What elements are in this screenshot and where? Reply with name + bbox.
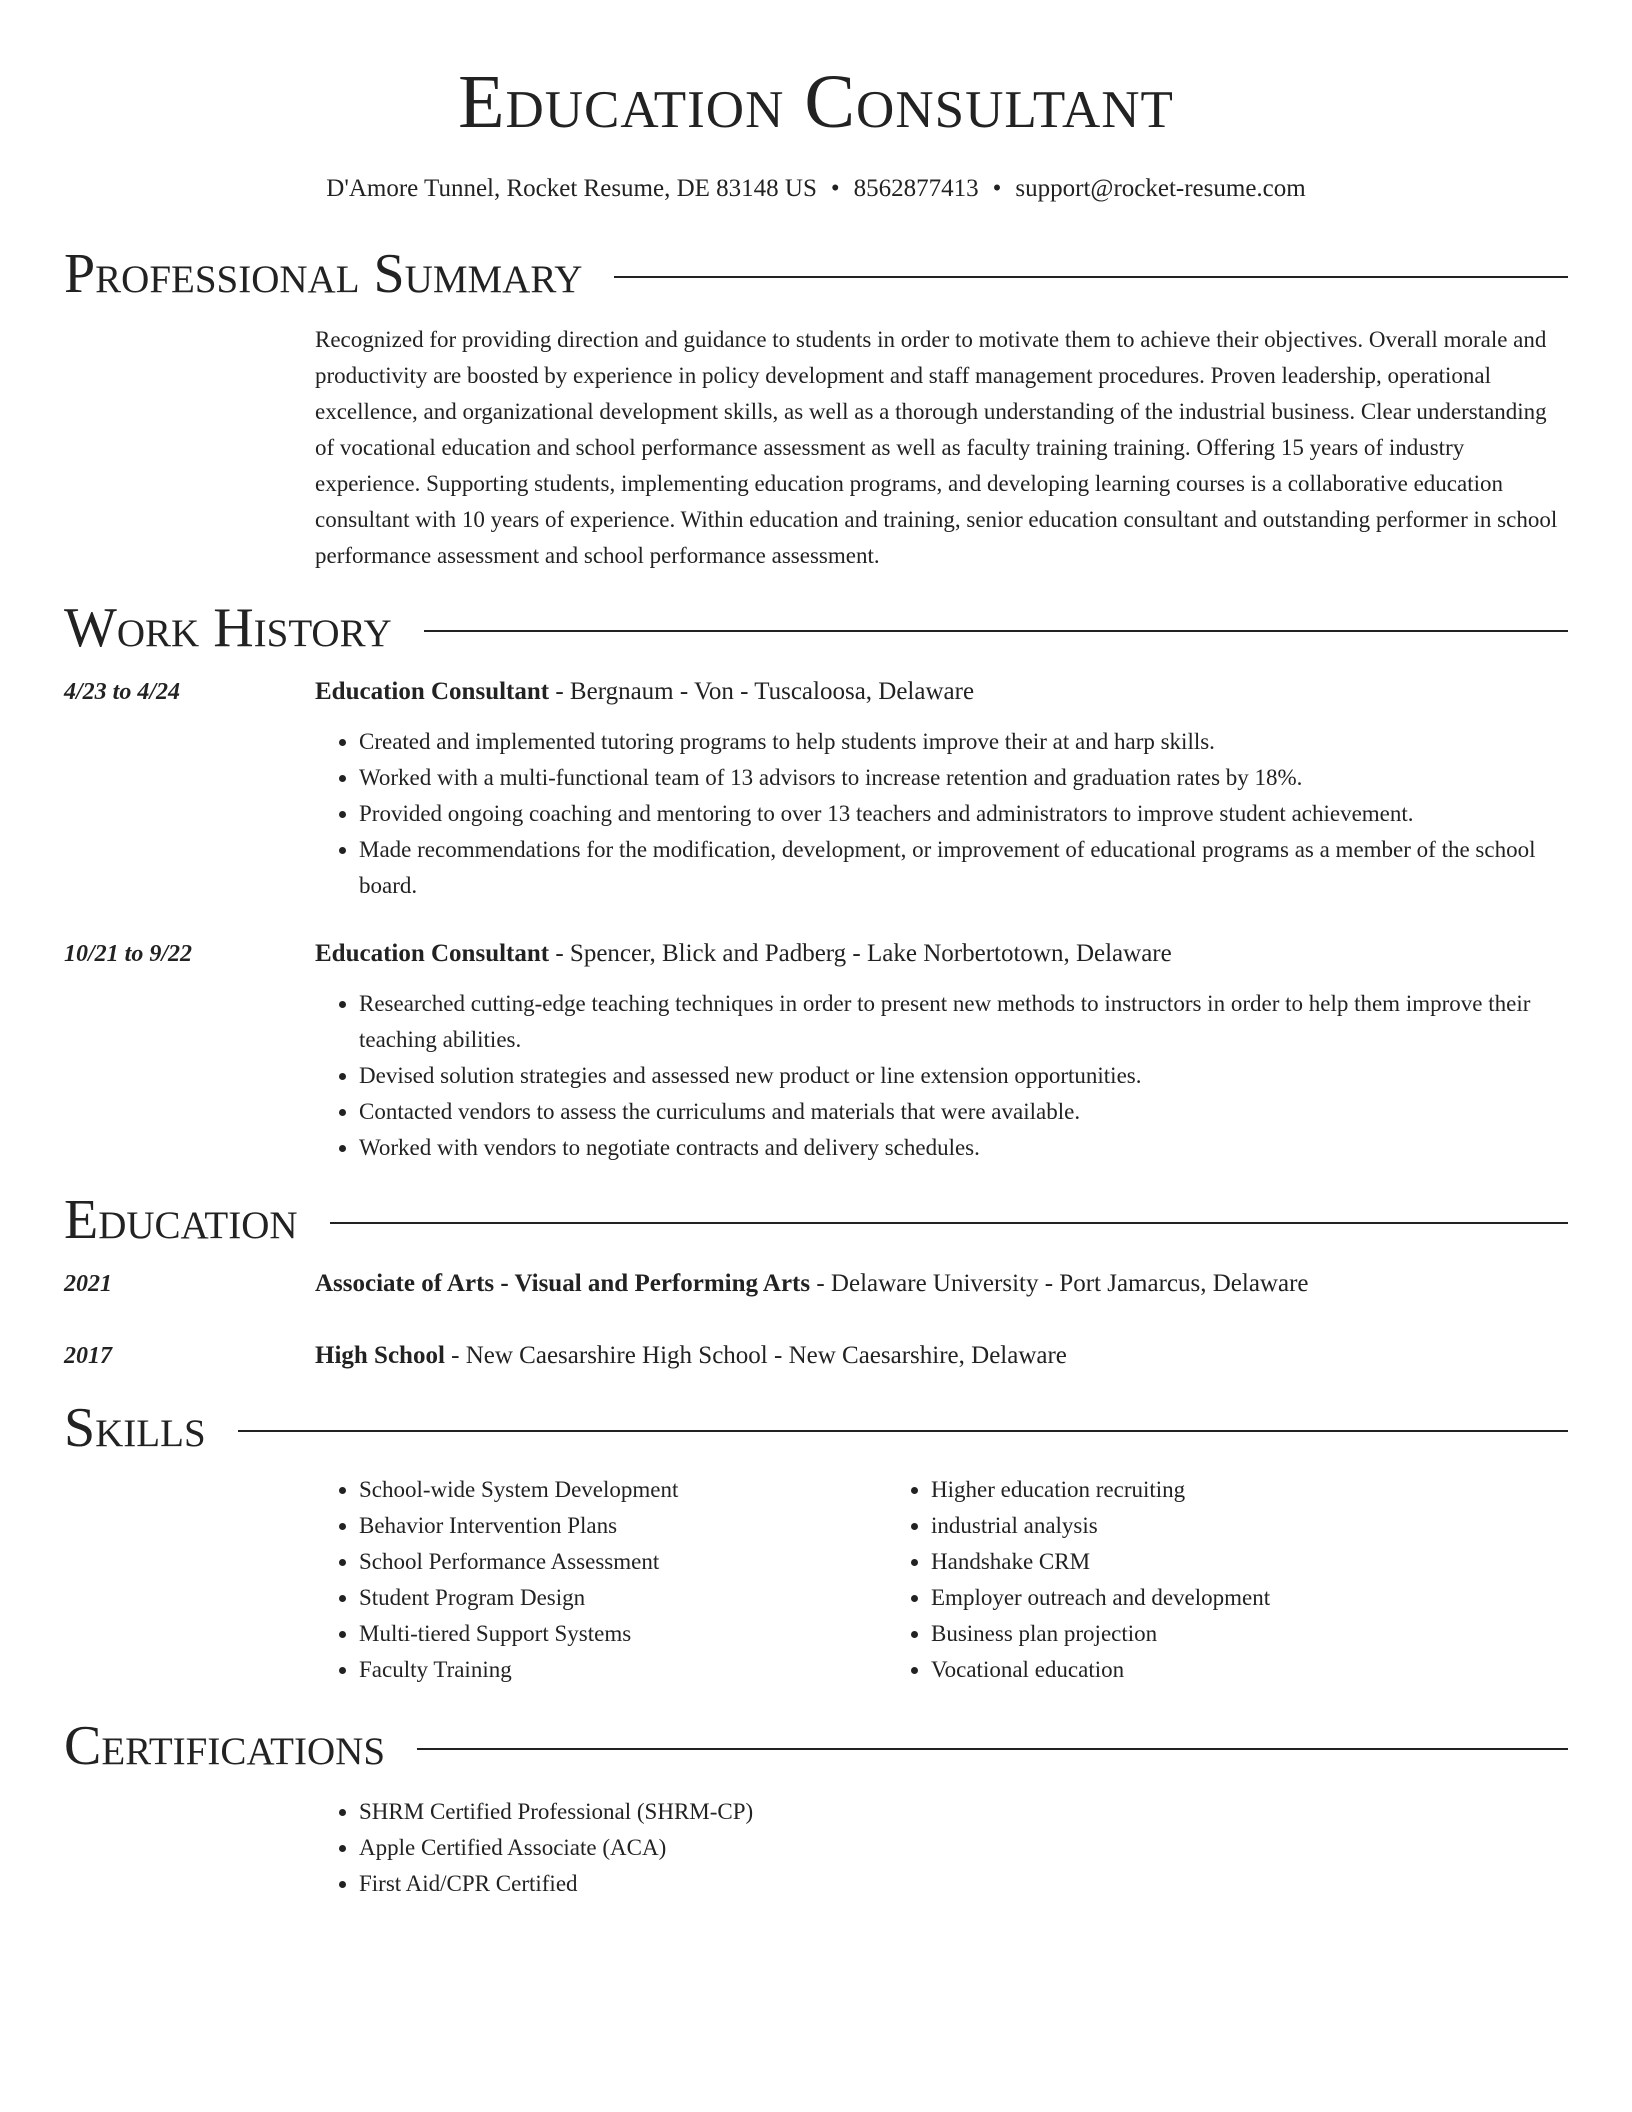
skills-list-left <box>315 1472 887 1688</box>
list-item: • School Performance Assessment <box>359 1544 887 1580</box>
list-item: • industrial analysis <box>931 1508 1459 1544</box>
contact-phone: 8562877413 <box>853 175 979 202</box>
list-item: • Handshake CRM <box>931 1544 1459 1580</box>
list-item: • Multi-tiered Support Systems <box>359 1616 887 1652</box>
contact-separator: • <box>992 175 1002 202</box>
contact-address: D'Amore Tunnel, Rocket Resume, DE 83148 US <box>326 175 817 202</box>
education-body <box>315 1266 1568 1302</box>
education-degree: Associate of Arts - Visual and Performing Arts <box>315 1270 811 1297</box>
list-item: • Apple Certified Associate (ACA) <box>359 1830 1568 1866</box>
contact-email[interactable]: support@rocket-resume.com <box>1015 175 1306 202</box>
list-item: • Provided ongoing coaching and mentoring to over 13 teachers and administrators to improve student achievement. <box>359 796 1568 832</box>
resume-name: Education Consultant <box>458 60 1174 144</box>
education-year: 2017 <box>64 1343 112 1369</box>
list-item: • Vocational education <box>931 1652 1459 1688</box>
list-item: • SHRM Certified Professional (SHRM-CP) <box>359 1794 1568 1830</box>
section-title-certifications: Certifications <box>64 1715 386 1777</box>
education-body <box>315 1338 1568 1374</box>
job-title <box>315 936 1568 972</box>
job-title <box>315 674 1568 710</box>
skills-list-right <box>887 1472 1459 1688</box>
job-dates: 10/21 to 9/22 <box>64 941 193 967</box>
section-title-summary: Professional Summary <box>64 243 583 305</box>
certifications-list <box>315 1794 1568 1902</box>
list-item: • Worked with vendors to negotiate contracts and delivery schedules. <box>359 1130 1568 1166</box>
skills-grid <box>315 1472 1568 1688</box>
education-entry <box>64 1338 1568 1374</box>
list-item: • Created and implemented tutoring programs to help students improve their at and harp skills. <box>359 724 1568 760</box>
certifications-block <box>315 1794 1568 1902</box>
list-item: • Made recommendations for the modification, development, or improvement of educational programs as a member of the school board. <box>359 832 1568 904</box>
list-item: • Devised solution strategies and assessed new product or line extension opportunities. <box>359 1058 1568 1094</box>
section-divider <box>330 1222 1568 1224</box>
list-item: • Worked with a multi-functional team of 13 advisors to increase retention and graduation rates by 18%. <box>359 760 1568 796</box>
job-details: - Bergnaum - Von - Tuscaloosa, Delaware <box>549 678 975 705</box>
education-degree: High School <box>315 1342 445 1369</box>
list-item: • First Aid/CPR Certified <box>359 1866 1568 1902</box>
section-title-skills: Skills <box>64 1397 206 1459</box>
job-body <box>315 674 1568 904</box>
contact-separator: • <box>830 175 840 202</box>
section-divider <box>417 1748 1568 1750</box>
job-details: - Spencer, Blick and Padberg - Lake Norbertotown, Delaware <box>549 940 1172 967</box>
job-entry <box>64 674 1568 904</box>
education-details: - Delaware University - Port Jamarcus, Delaware <box>810 1270 1309 1297</box>
job-body <box>315 936 1568 1166</box>
job-bullets <box>315 724 1568 904</box>
section-title-work: Work History <box>64 597 392 659</box>
list-item: • Researched cutting-edge teaching techniques in order to present new methods to instructors in order to help them improve their teaching abilities. <box>359 986 1568 1058</box>
list-item: • Faculty Training <box>359 1652 887 1688</box>
section-divider <box>238 1430 1568 1432</box>
job-entry <box>64 936 1568 1166</box>
section-divider <box>424 630 1568 632</box>
summary-section-header <box>64 243 1568 305</box>
list-item: • School-wide System Development <box>359 1472 887 1508</box>
job-bullets <box>315 986 1568 1166</box>
job-role: Education Consultant <box>315 678 550 705</box>
summary-text: Recognized for providing direction and guidance to students in order to motivate them to achieve their objectives. Overall morale and productivity are boosted by experience in policy development and staff management procedures. Proven leadership, operational excellence, and organizational development skills, as well as a thorough understanding of the industrial business. Clear understanding of vocational education and school performance assessment as well as faculty training training. Offering 15 years of industry experience. Supporting students, implementing education programs, and developing learning courses is a collaborative education consultant with 10 years of experience. Within education and training, senior education consultant and outstanding performer in school performance assessment and school performance assessment. <box>315 327 1558 568</box>
list-item: • Contacted vendors to assess the curriculums and materials that were available. <box>359 1094 1568 1130</box>
list-item: • Behavior Intervention Plans <box>359 1508 887 1544</box>
education-year: 2021 <box>64 1271 112 1297</box>
education-details: - New Caesarshire High School - New Caesarshire, Delaware <box>444 1342 1067 1369</box>
contact-line <box>64 174 1568 204</box>
list-item: • Higher education recruiting <box>931 1472 1459 1508</box>
section-title-education: Education <box>64 1189 298 1251</box>
job-dates: 4/23 to 4/24 <box>64 679 181 705</box>
section-divider <box>614 276 1568 278</box>
list-item: • Student Program Design <box>359 1580 887 1616</box>
education-section-header <box>64 1189 1568 1251</box>
education-entry <box>64 1266 1568 1302</box>
skills-section-header <box>64 1397 1568 1459</box>
certifications-section-header <box>64 1715 1568 1777</box>
list-item: • Employer outreach and development <box>931 1580 1459 1616</box>
work-section-header <box>64 597 1568 659</box>
job-role: Education Consultant <box>315 940 550 967</box>
list-item: • Business plan projection <box>931 1616 1459 1652</box>
